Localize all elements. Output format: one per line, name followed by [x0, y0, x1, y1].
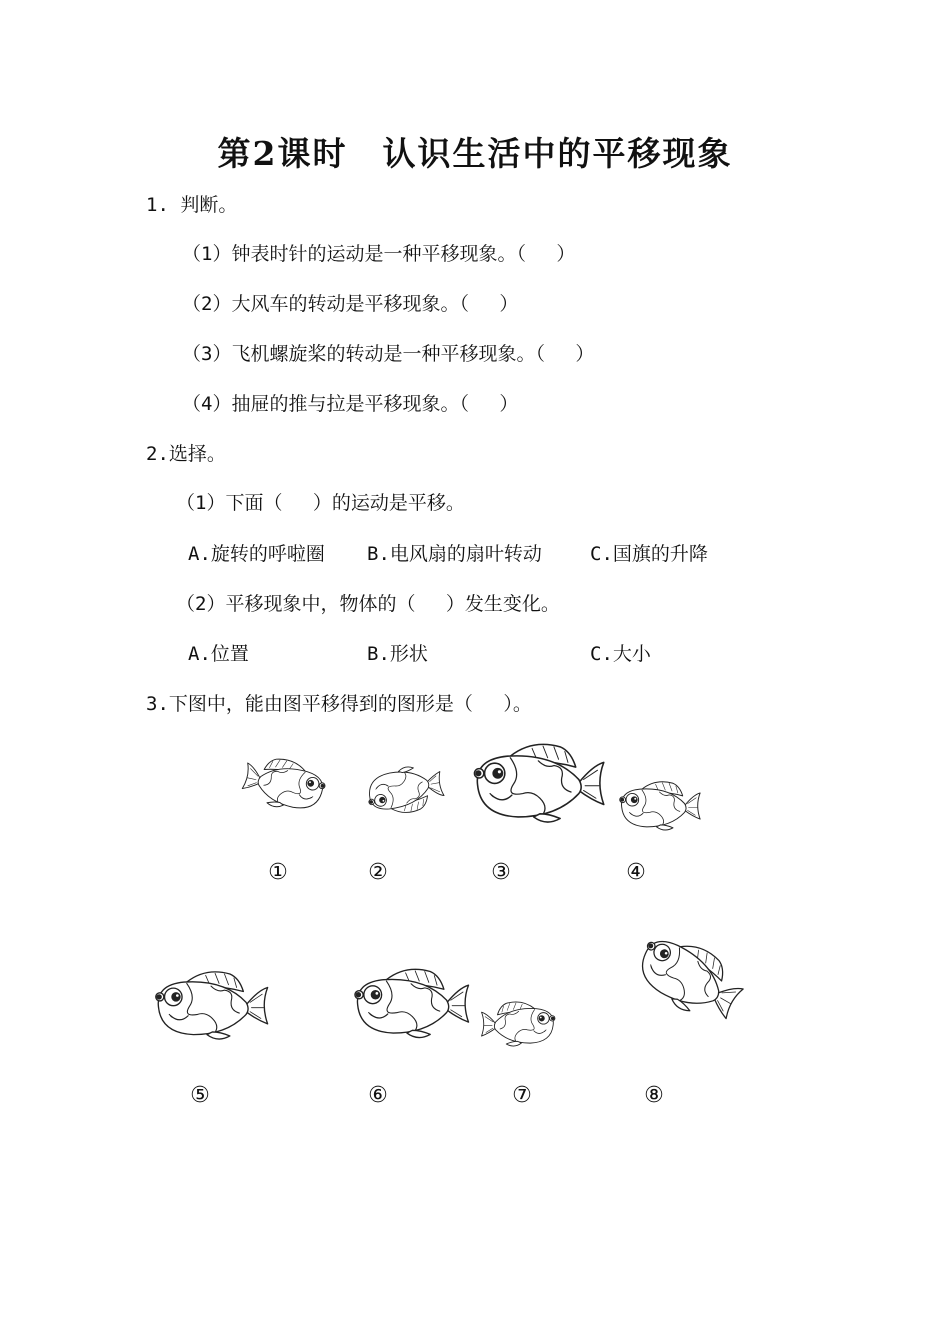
question-3-heading: 3.下图中，能由图平移得到的图形是（ ）。: [146, 693, 532, 715]
question-2-1-stem: （1）下面（ ）的运动是平移。: [176, 492, 465, 514]
question-2-heading: 2.选择。: [146, 443, 226, 465]
question-1-item-2: （2）大风车的转动是平移现象。（ ）: [182, 293, 519, 315]
figure-label-3: ③: [491, 860, 511, 885]
fish-figure-6: [344, 964, 474, 1046]
fish-figure-7: [478, 994, 562, 1056]
question-1-item-4: （4）抽屉的推与拉是平移现象。（ ）: [182, 393, 519, 415]
fish-figure-5: [145, 966, 273, 1048]
question-1-item-3: （3）飞机螺旋桨的转动是一种平移现象。（ ）: [182, 343, 595, 365]
option-b: B.形状: [367, 643, 428, 665]
question-2-2-stem: （2）平移现象中，物体的（ ）发生变化。: [176, 593, 560, 615]
figure-label-1: ①: [268, 860, 288, 885]
question-1-item-1: （1）钟表时针的运动是一种平移现象。（ ）: [182, 243, 576, 265]
option-a: A.位置: [188, 643, 249, 665]
option-a: A.旋转的呼啦圈: [188, 543, 325, 565]
option-c: C.国旗的升降: [590, 543, 708, 565]
page-title: 第2课时 认识生活中的平移现象: [217, 134, 733, 173]
figure-label-2: ②: [368, 860, 388, 885]
fish-figure-8: [628, 925, 748, 1037]
fish-figure-1: [240, 748, 332, 823]
option-c: C.大小: [590, 643, 651, 665]
figure-label-5: ⑤: [190, 1083, 210, 1108]
figure-label-8: ⑧: [644, 1083, 664, 1108]
option-b: B.电风扇的扇叶转动: [367, 543, 542, 565]
fish-figure-3: [462, 733, 610, 837]
fish-figure-4: [612, 776, 704, 838]
question-1-heading: 1. 判断。: [146, 194, 238, 216]
figure-label-7: ⑦: [512, 1083, 532, 1108]
figure-label-6: ⑥: [368, 1083, 388, 1108]
fish-figure-2: [360, 752, 446, 827]
figure-label-4: ④: [626, 860, 646, 885]
